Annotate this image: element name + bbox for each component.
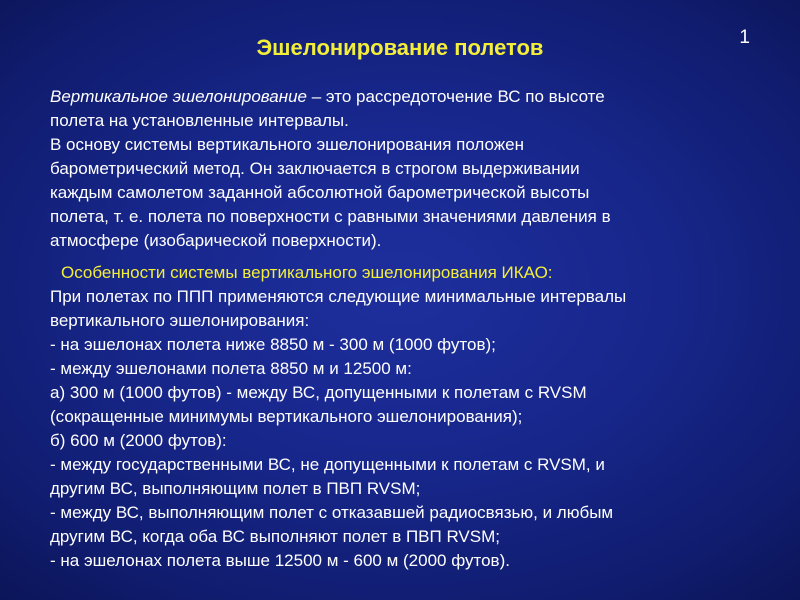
slide-title: Эшелонирование полетов — [256, 35, 544, 60]
intro-line: атмосфере (изобарической поверхности). — [50, 231, 382, 250]
definition-text: – это рассредоточение ВС по высоте — [307, 87, 605, 106]
icao-line: - между эшелонами полета 8850 м и 12500 м: — [50, 359, 412, 378]
icao-line: (сокращенные минимумы вертикального эшелонирования); — [50, 407, 523, 426]
defined-term: Вертикальное эшелонирование — [50, 87, 308, 106]
intro-paragraph — [50, 85, 611, 253]
intro-line: полета на установленные интервалы. — [50, 111, 349, 130]
icao-line: - на эшелонах полета ниже 8850 м - 300 м (1000 футов); — [50, 335, 496, 354]
intro-line: барометрический метод. Он заключается в строгом выдерживании — [50, 159, 580, 178]
icao-line: При полетах по ППП применяются следующие минимальные интервалы — [50, 287, 627, 306]
intro-line — [50, 85, 611, 109]
icao-line: - на эшелонах полета выше 12500 м - 600 м (2000 футов). — [50, 551, 510, 570]
icao-heading: Особенности системы вертикального эшелонирования ИКАО: — [61, 263, 553, 282]
icao-line: вертикального эшелонирования: — [50, 311, 310, 330]
intro-line: В основу системы вертикального эшелонирования положен — [50, 135, 525, 154]
icao-line: б) 600 м (2000 футов): — [50, 431, 227, 450]
icao-line: другим ВС, выполняющим полет в ПВП RVSM; — [50, 479, 421, 498]
intro-line: полета, т. е. полета по поверхности с равными значениями давления в — [50, 207, 611, 226]
icao-line: - между ВС, выполняющим полет с отказавшей радиосвязью, и любым — [50, 503, 614, 522]
icao-line: - между государственными ВС, не допущенными к полетам с RVSM, и — [50, 455, 605, 474]
icao-line: другим ВС, когда оба ВС выполняют полет в ПВП RVSM; — [50, 527, 500, 546]
icao-line: а) 300 м (1000 футов) - между ВС, допущенными к полетам с RVSM — [50, 383, 587, 402]
icao-section — [50, 261, 626, 573]
intro-line: каждым самолетом заданной абсолютной барометрической высоты — [50, 183, 590, 202]
page-number: 1 — [739, 27, 750, 48]
